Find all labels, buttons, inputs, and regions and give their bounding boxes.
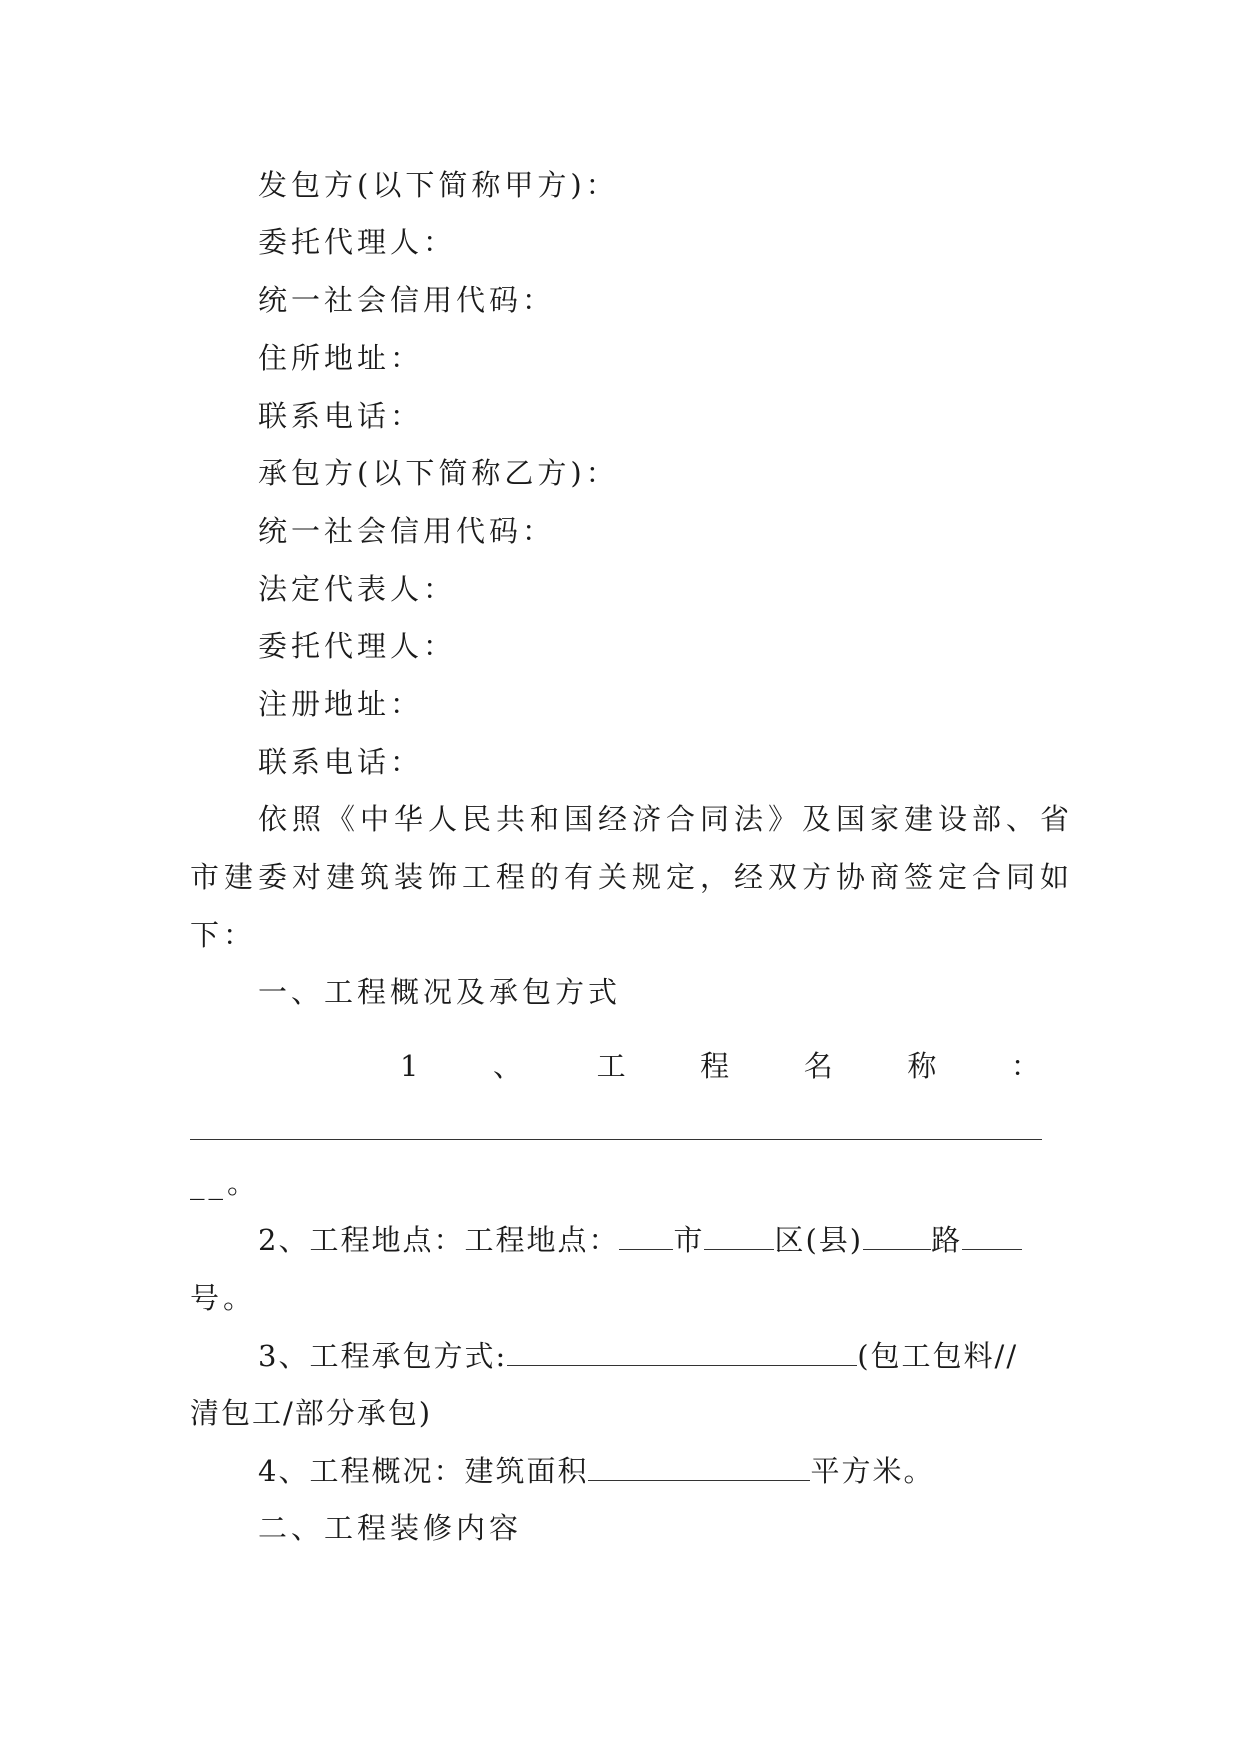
item-1-part: ： xyxy=(1010,1049,1040,1083)
party-b-header: 承包方(以下简称乙方)： xyxy=(258,456,619,490)
party-a-agent: 委托代理人： xyxy=(258,225,457,259)
item-3-contract-mode xyxy=(258,1336,1018,1376)
party-b-agent: 委托代理人： xyxy=(258,629,457,663)
item-2-district: 区(县) xyxy=(774,1223,864,1257)
item-3-options-a: (包工包料// xyxy=(857,1339,1019,1373)
item-2-location xyxy=(258,1220,1022,1260)
item-3-options-b: 清包工/部分承包) xyxy=(190,1396,433,1430)
preamble-line-2: 市建委对建筑装饰工程的有关规定，经双方协商签定合同如 xyxy=(190,860,1075,894)
road-blank xyxy=(863,1223,931,1250)
item-1-project-name-label xyxy=(400,1046,1040,1086)
party-a-phone: 联系电话： xyxy=(258,399,424,433)
party-a-header: 发包方(以下简称甲方)： xyxy=(258,168,619,202)
party-b-credit-code: 统一社会信用代码： xyxy=(258,514,556,548)
item-1-part: 程 xyxy=(700,1049,730,1083)
item-4-prefix: 4、工程概况：建筑面积 xyxy=(258,1454,589,1488)
section-2-title: 二、工程装修内容 xyxy=(258,1511,523,1545)
item-2-number: 号。 xyxy=(190,1281,257,1315)
district-blank xyxy=(704,1223,774,1250)
preamble-line-1: 依照《中华人民共和国经济合同法》及国家建设部、省 xyxy=(258,802,1075,836)
item-1-part: 称 xyxy=(907,1049,937,1083)
item-1-part: 工 xyxy=(596,1049,626,1083)
project-name-blank-line xyxy=(190,1139,1042,1140)
party-b-phone: 联系电话： xyxy=(258,745,424,779)
item-2-city: 市 xyxy=(673,1223,705,1257)
party-a-credit-code: 统一社会信用代码： xyxy=(258,283,556,317)
item-4-overview xyxy=(258,1451,934,1491)
party-a-address: 住所地址： xyxy=(258,341,424,375)
city-blank xyxy=(619,1223,673,1250)
item-1-end: __。 xyxy=(190,1166,261,1200)
area-blank xyxy=(588,1454,810,1481)
number-blank xyxy=(962,1223,1022,1250)
item-2-prefix: 2、工程地点：工程地点： xyxy=(258,1223,620,1257)
contract-mode-blank xyxy=(507,1339,857,1366)
section-1-title: 一、工程概况及承包方式 xyxy=(258,975,622,1009)
item-4-suffix: 平方米。 xyxy=(810,1454,935,1488)
party-b-address: 注册地址： xyxy=(258,687,424,721)
item-2-road: 路 xyxy=(931,1223,963,1257)
item-1-part: 、 xyxy=(493,1049,523,1083)
item-3-prefix: 3、工程承包方式: xyxy=(258,1339,508,1373)
party-b-legal-rep: 法定代表人： xyxy=(258,572,457,606)
preamble-line-3: 下： xyxy=(190,918,257,952)
item-1-part: 1 xyxy=(400,1049,419,1083)
item-1-part: 名 xyxy=(803,1049,833,1083)
